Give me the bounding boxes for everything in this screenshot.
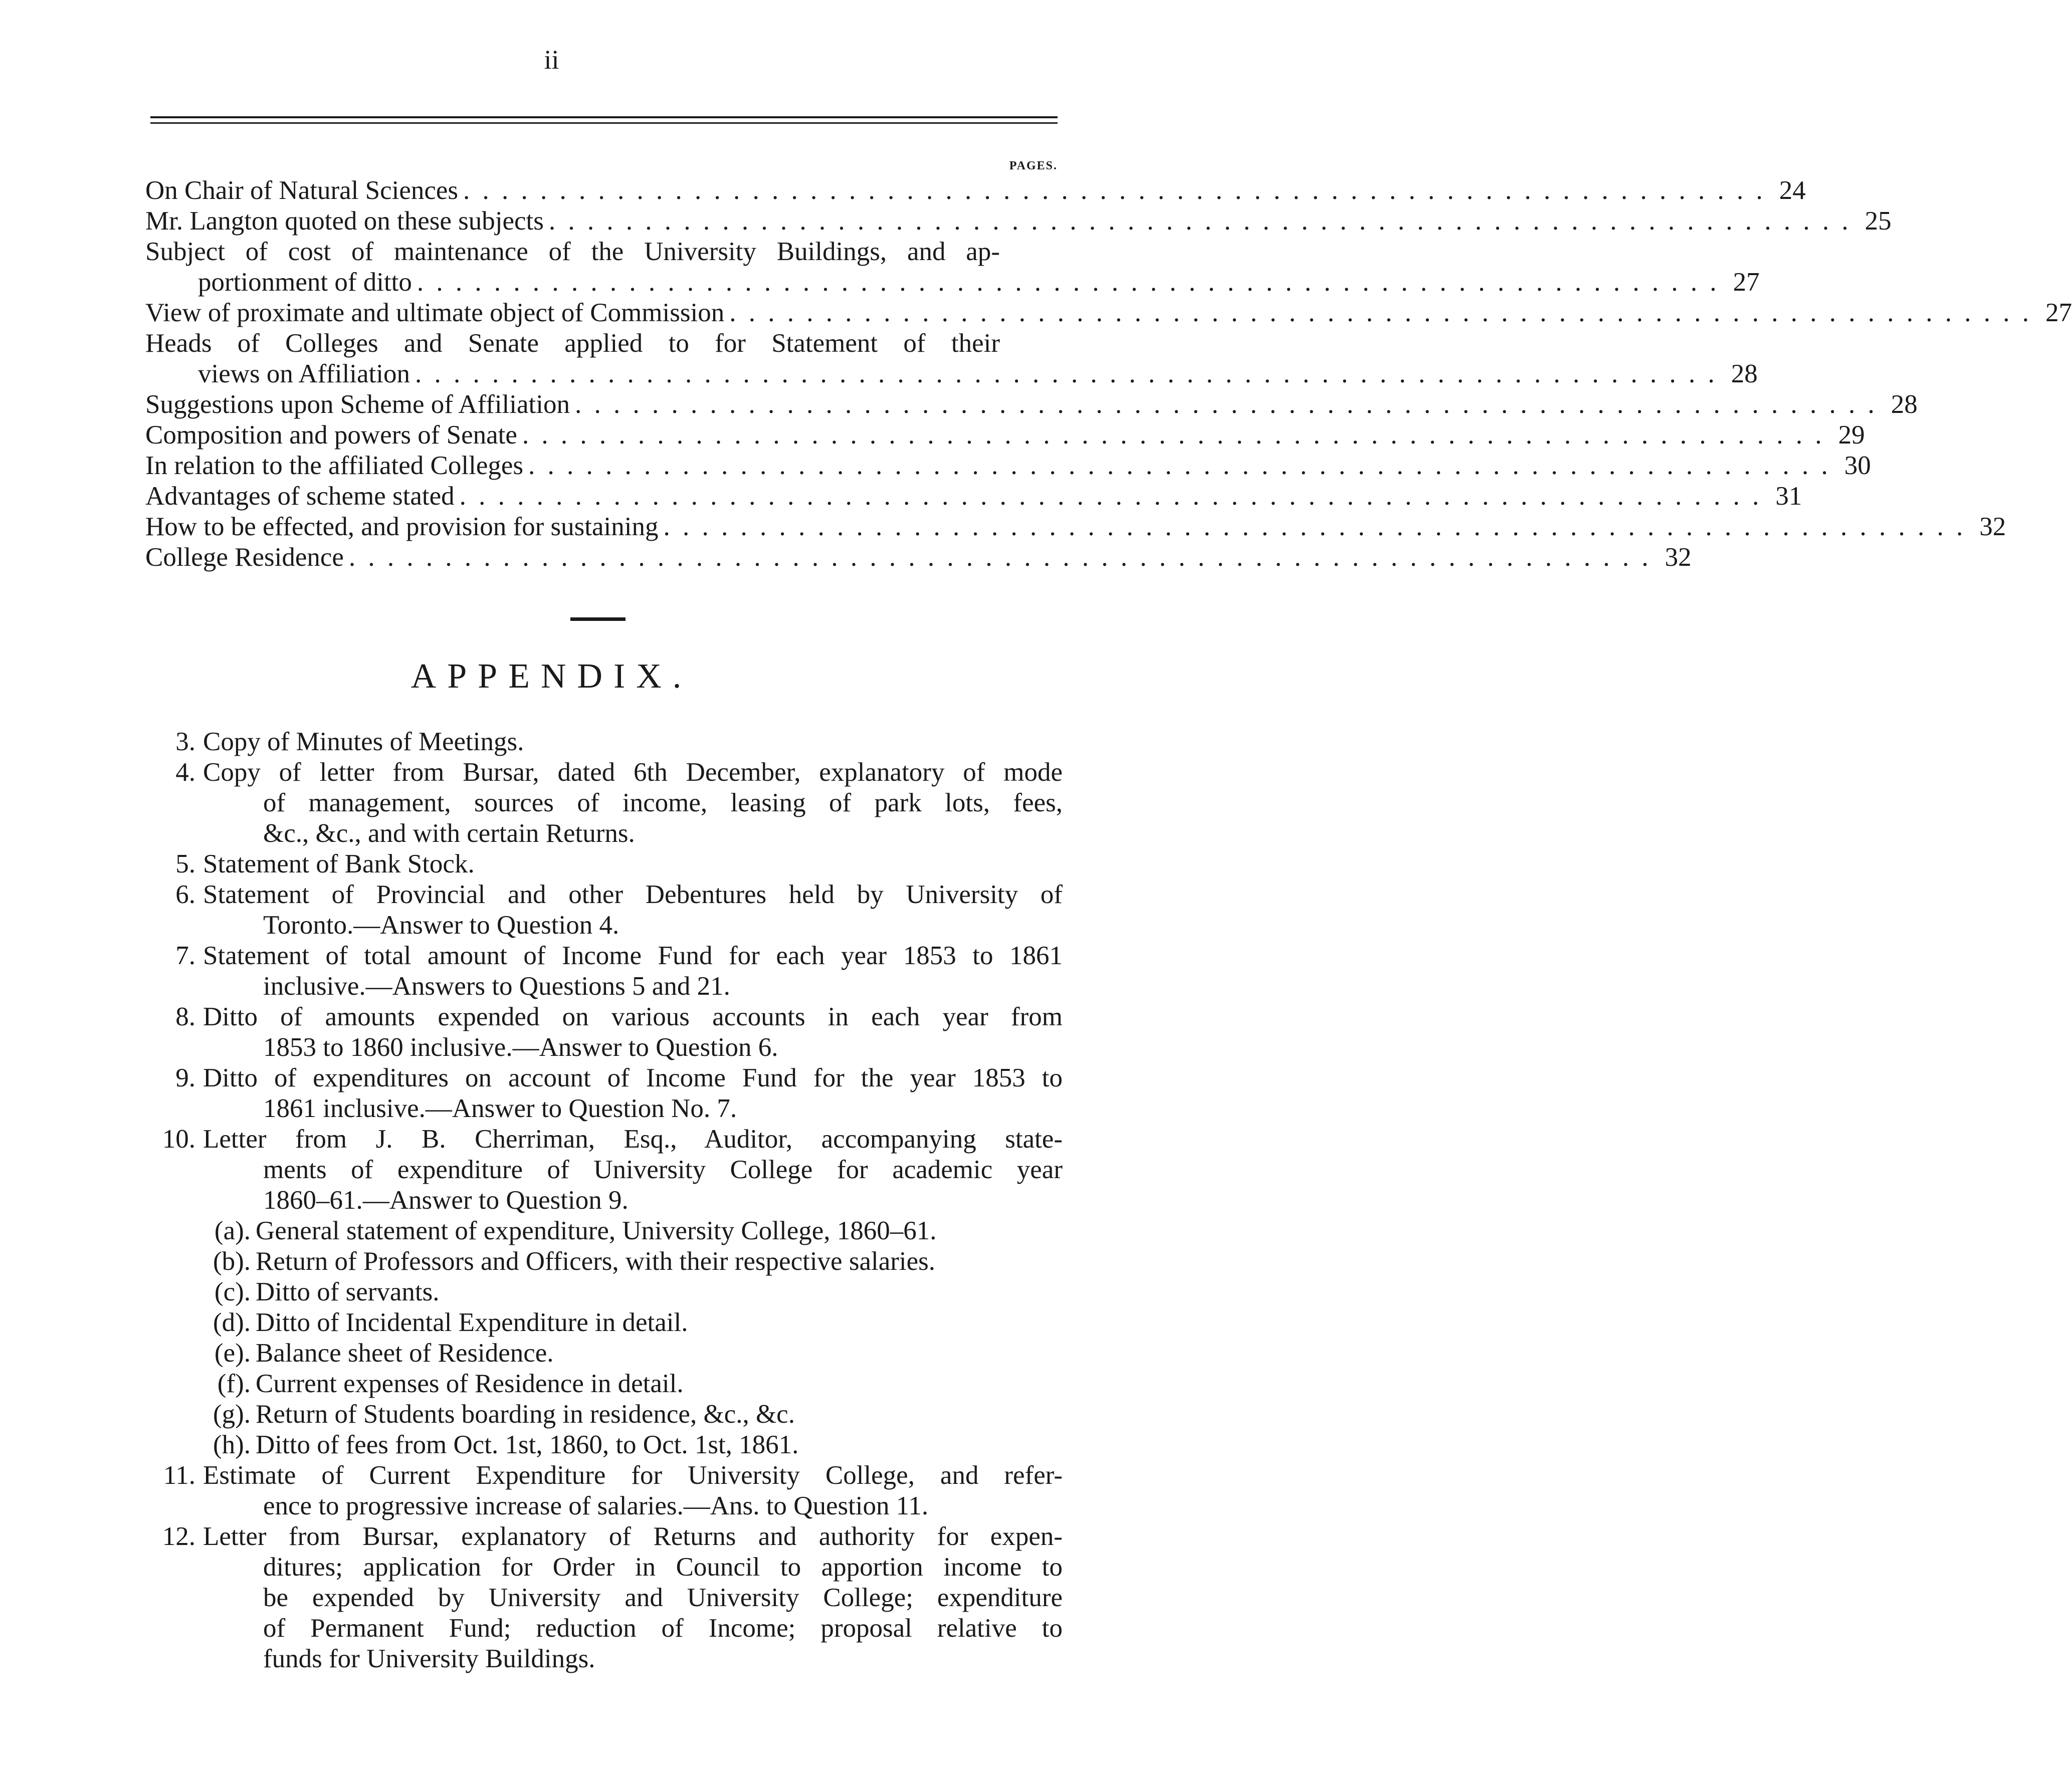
dot-leader: . . . . . . . . . . . . . . . . . . . . . . . . . . . . . . . . . . . . . . . . . . . . . . . . . . . . . . . . . . . . . . . . . . . . bbox=[417, 268, 1720, 297]
dot-leader: . . . . . . . . . . . . . . . . . . . . . . . . . . . . . . . . . . . . . . . . . . . . . . . . . . . . . . . . . . . . . . . . . . . . bbox=[415, 359, 1718, 388]
appendix-item-line: inclusive.—Answers to Questions 5 and 21. bbox=[263, 972, 730, 1001]
toc-page-number: 27 bbox=[1733, 268, 1760, 297]
appendix-item-text bbox=[203, 1002, 1063, 1063]
appendix-subitem-text: Balance sheet of Residence. bbox=[256, 1339, 554, 1368]
appendix-item bbox=[145, 1460, 1063, 1521]
appendix-item-line: ments of expenditure of University College for academic year bbox=[263, 1155, 1063, 1184]
toc-entry-text: Subject of cost of maintenance of the University Buildings, and ap- bbox=[145, 237, 1000, 266]
appendix-item-line: Letter from J. B. Cherriman, Esq., Auditor, accompanying state- bbox=[203, 1125, 1063, 1154]
dot-leader: . . . . . . . . . . . . . . . . . . . . . . . . . . . . . . . . . . . . . . . . . . . . . . . . . . . . . . . . . . . . . . . . . . . . bbox=[522, 420, 1825, 450]
toc-page-number: 32 bbox=[1979, 512, 2006, 541]
dot-leader: . . . . . . . . . . . . . . . . . . . . . . . . . . . . . . . . . . . . . . . . . . . . . . . . . . . . . . . . . . . . . . . . . . . . bbox=[459, 482, 1762, 511]
appendix-subitem-text: Current expenses of Residence in detail. bbox=[256, 1369, 684, 1398]
toc-entry-text: Suggestions upon Scheme of Affiliation bbox=[145, 390, 570, 419]
toc-entry-line bbox=[145, 481, 1802, 512]
toc-page-number: 27 bbox=[2045, 298, 2072, 327]
appendix-subitem-text: Return of Professors and Officers, with their respective salaries. bbox=[256, 1247, 936, 1276]
toc-entry-line bbox=[145, 359, 1758, 389]
toc-entry-line bbox=[145, 206, 1892, 237]
appendix-item-text bbox=[203, 757, 1063, 849]
appendix-subitem bbox=[145, 1307, 1063, 1338]
appendix-item-line: Copy of Minutes of Meetings. bbox=[203, 727, 524, 756]
dot-leader: . . . . . . . . . . . . . . . . . . . . . . . . . . . . . . . . . . . . . . . . . . . . . . . . . . . . . . . . . . . . . . . . . . . . bbox=[663, 512, 1966, 541]
dot-leader: . . . . . . . . . . . . . . . . . . . . . . . . . . . . . . . . . . . . . . . . . . . . . . . . . . . . . . . . . . . . . . . . . . . . bbox=[548, 206, 1851, 236]
appendix-item-line: Statement of Provincial and other Debentures held by University of bbox=[203, 880, 1063, 909]
appendix-item-text bbox=[203, 1124, 1063, 1216]
toc-entry-text: View of proximate and ultimate object of Commission bbox=[145, 298, 725, 327]
appendix-item bbox=[145, 941, 1063, 1002]
appendix-item-number: 6. bbox=[175, 880, 195, 909]
toc-page-number: 31 bbox=[1775, 482, 1802, 511]
appendix-item-number: 11. bbox=[163, 1461, 195, 1490]
toc-entry-text: On Chair of Natural Sciences bbox=[145, 176, 459, 205]
pages-column-label: PAGES. bbox=[1009, 159, 1058, 172]
header-rule-thick bbox=[150, 116, 1058, 118]
appendix-item-number: 3. bbox=[175, 727, 195, 756]
header-rule-thin bbox=[150, 122, 1058, 124]
dot-leader: . . . . . . . . . . . . . . . . . . . . . . . . . . . . . . . . . . . . . . . . . . . . . . . . . . . . . . . . . . . . . . . . . . . . bbox=[463, 176, 1766, 205]
toc-entry-text: College Residence bbox=[145, 543, 344, 572]
toc-page-number: 29 bbox=[1838, 420, 1865, 450]
appendix-item-line: Statement of Bank Stock. bbox=[203, 849, 475, 878]
appendix-heading: APPENDIX. bbox=[410, 657, 693, 696]
appendix-subitem-label: (h). bbox=[213, 1430, 251, 1459]
appendix-list bbox=[145, 727, 1063, 1674]
toc-entry bbox=[145, 328, 1758, 389]
dot-leader: . . . . . . . . . . . . . . . . . . . . . . . . . . . . . . . . . . . . . . . . . . . . . . . . . . . . . . . . . . . . . . . . . . . . bbox=[729, 298, 2032, 327]
appendix-subitem bbox=[145, 1369, 1063, 1399]
appendix-item bbox=[145, 1002, 1063, 1063]
appendix-item-number: 5. bbox=[175, 849, 195, 878]
appendix-subitem bbox=[145, 1277, 1063, 1307]
toc-entry-text: In relation to the affiliated Colleges bbox=[145, 451, 524, 480]
appendix-subitem-label: (d). bbox=[213, 1308, 251, 1337]
appendix-item-line: be expended by University and University College; expenditure bbox=[263, 1583, 1063, 1612]
toc-entry bbox=[145, 451, 1871, 481]
toc-entry bbox=[145, 481, 1802, 512]
toc-page-number: 28 bbox=[1891, 390, 1918, 419]
appendix-subitem-label: (e). bbox=[214, 1339, 251, 1368]
appendix-subitem-text: Ditto of fees from Oct. 1st, 1860, to Oct. 1st, 1861. bbox=[256, 1430, 799, 1459]
appendix-subitem-label: (b). bbox=[213, 1247, 251, 1276]
appendix-item-text bbox=[203, 1063, 1063, 1124]
appendix-item bbox=[145, 879, 1063, 941]
appendix-item-line: ditures; application for Order in Council to apportion income to bbox=[263, 1553, 1063, 1582]
appendix-subitem-text: Return of Students boarding in residence, &c., &c. bbox=[256, 1400, 795, 1429]
appendix-item bbox=[145, 1521, 1063, 1674]
toc-entry-line bbox=[145, 420, 1865, 451]
toc-entry bbox=[145, 542, 1692, 573]
appendix-item-number: 4. bbox=[175, 758, 195, 787]
appendix-item-number: 8. bbox=[175, 1002, 195, 1031]
toc-entry bbox=[145, 237, 1760, 298]
toc-entry-line bbox=[145, 175, 1806, 206]
appendix-item-number: 9. bbox=[175, 1063, 195, 1092]
appendix-item-text bbox=[203, 1460, 1063, 1521]
appendix-item-line: 1860–61.—Answer to Question 9. bbox=[263, 1186, 629, 1215]
appendix-subitem bbox=[145, 1216, 1063, 1246]
appendix-item-text bbox=[203, 727, 1063, 757]
appendix-subitem-label: (c). bbox=[214, 1277, 251, 1306]
appendix-item-line: Toronto.—Answer to Question 4. bbox=[263, 911, 619, 940]
appendix-item-line: of management, sources of income, leasing of park lots, fees, bbox=[263, 788, 1063, 817]
toc-page-number: 28 bbox=[1731, 359, 1758, 388]
appendix-subitem bbox=[145, 1430, 1063, 1460]
appendix-item-line: Copy of letter from Bursar, dated 6th December, explanatory of mode bbox=[203, 758, 1063, 787]
toc-entry-line bbox=[145, 512, 2006, 542]
dot-leader: . . . . . . . . . . . . . . . . . . . . . . . . . . . . . . . . . . . . . . . . . . . . . . . . . . . . . . . . . . . . . . . . . . . . bbox=[574, 390, 1878, 419]
appendix-item-line: Ditto of expenditures on account of Income Fund for the year 1853 to bbox=[203, 1063, 1063, 1092]
toc-entry bbox=[145, 420, 1865, 451]
toc-entry-text: Advantages of scheme stated bbox=[145, 482, 455, 511]
appendix-item bbox=[145, 757, 1063, 849]
toc-entry bbox=[145, 512, 2006, 542]
appendix-item-line: Estimate of Current Expenditure for University College, and refer- bbox=[203, 1461, 1063, 1490]
toc-entry-text: Heads of Colleges and Senate applied to for Statement of their bbox=[145, 329, 1000, 358]
toc-entry-line bbox=[145, 542, 1692, 573]
appendix-subitem-label: (g). bbox=[213, 1400, 251, 1429]
toc-entry-line bbox=[145, 267, 1760, 298]
appendix-subitem-label: (f). bbox=[217, 1369, 251, 1398]
toc-entry-text: How to be effected, and provision for sustaining bbox=[145, 512, 659, 541]
appendix-item-text bbox=[203, 1521, 1063, 1674]
toc-entry bbox=[145, 206, 1892, 237]
section-divider bbox=[570, 617, 626, 621]
appendix-item-number: 12. bbox=[162, 1522, 195, 1551]
toc-entry bbox=[145, 175, 1806, 206]
toc-page-number: 25 bbox=[1864, 206, 1892, 236]
appendix-item-line: &c., &c., and with certain Returns. bbox=[263, 819, 635, 848]
appendix-item bbox=[145, 849, 1063, 879]
toc-page-number: 24 bbox=[1779, 176, 1806, 205]
appendix-subitem-label: (a). bbox=[214, 1216, 251, 1245]
dot-leader: . . . . . . . . . . . . . . . . . . . . . . . . . . . . . . . . . . . . . . . . . . . . . . . . . . . . . . . . . . . . . . . . . . . . bbox=[348, 543, 1651, 572]
appendix-item-line: 1861 inclusive.—Answer to Question No. 7. bbox=[263, 1094, 737, 1123]
appendix-subitem bbox=[145, 1246, 1063, 1277]
toc-page-number: 30 bbox=[1844, 451, 1871, 480]
toc-entry-text: portionment of ditto bbox=[198, 268, 412, 297]
toc-entry-line bbox=[145, 451, 1871, 481]
table-of-contents bbox=[145, 175, 2072, 573]
toc-entry-text: Mr. Langton quoted on these subjects bbox=[145, 206, 544, 236]
appendix-item-text bbox=[203, 941, 1063, 1002]
appendix-item bbox=[145, 727, 1063, 757]
appendix-item bbox=[145, 1124, 1063, 1216]
toc-entry-line bbox=[145, 298, 2072, 328]
appendix-item-line: Letter from Bursar, explanatory of Returns and authority for expen- bbox=[203, 1522, 1063, 1551]
toc-entry bbox=[145, 389, 1918, 420]
appendix-item-line: funds for University Buildings. bbox=[263, 1644, 595, 1673]
appendix-subitem bbox=[145, 1338, 1063, 1369]
appendix-item-line: 1853 to 1860 inclusive.—Answer to Question 6. bbox=[263, 1033, 778, 1062]
toc-entry-line bbox=[145, 389, 1918, 420]
dot-leader: . . . . . . . . . . . . . . . . . . . . . . . . . . . . . . . . . . . . . . . . . . . . . . . . . . . . . . . . . . . . . . . . . . . . bbox=[528, 451, 1831, 480]
appendix-item bbox=[145, 1063, 1063, 1124]
appendix-item-text bbox=[203, 879, 1063, 941]
appendix-item-line: of Permanent Fund; reduction of Income; proposal relative to bbox=[263, 1614, 1063, 1643]
appendix-subitem-text: Ditto of servants. bbox=[256, 1277, 440, 1306]
appendix-item-line: ence to progressive increase of salaries.—Ans. to Question 11. bbox=[263, 1491, 929, 1520]
appendix-item-text bbox=[203, 849, 1063, 879]
appendix-item-line: Statement of total amount of Income Fund for each year 1853 to 1861 bbox=[203, 941, 1063, 970]
appendix-item-line: Ditto of amounts expended on various accounts in each year from bbox=[203, 1002, 1063, 1031]
toc-entry bbox=[145, 298, 2072, 328]
appendix-item-number: 7. bbox=[175, 941, 195, 970]
appendix-item-number: 10. bbox=[162, 1125, 195, 1154]
page-number: ii bbox=[544, 45, 559, 75]
toc-entry-text: views on Affiliation bbox=[198, 359, 410, 388]
appendix-subitem-text: General statement of expenditure, University College, 1860–61. bbox=[256, 1216, 937, 1245]
appendix-subitem bbox=[145, 1399, 1063, 1430]
toc-entry-text: Composition and powers of Senate bbox=[145, 420, 517, 450]
appendix-subitem-text: Ditto of Incidental Expenditure in detail. bbox=[256, 1308, 688, 1337]
toc-page-number: 32 bbox=[1665, 543, 1692, 572]
